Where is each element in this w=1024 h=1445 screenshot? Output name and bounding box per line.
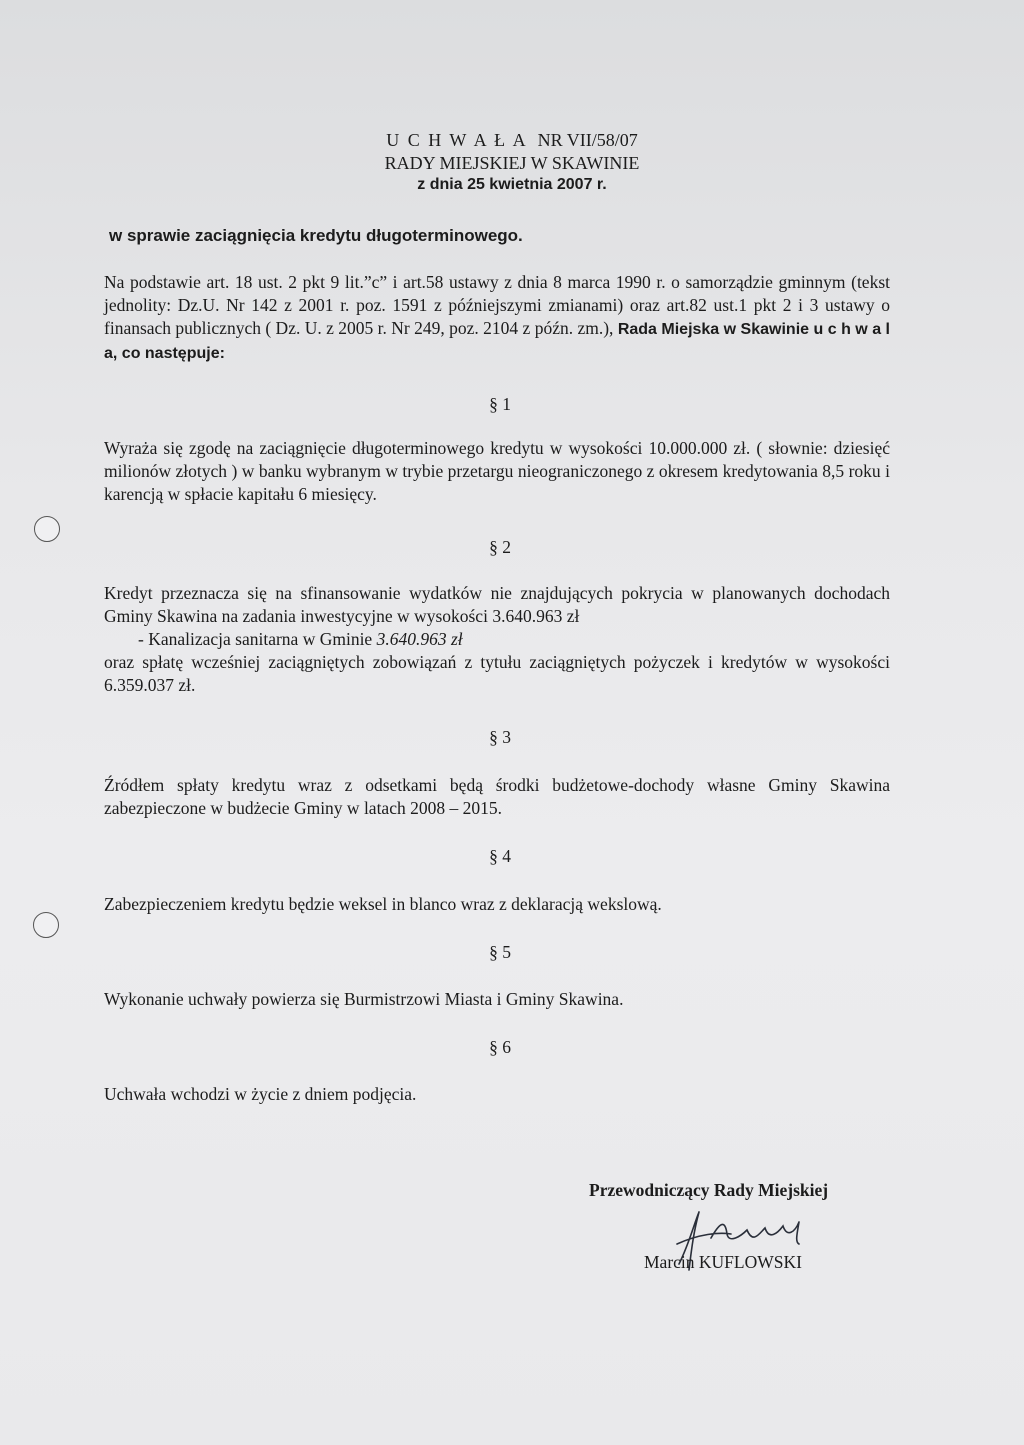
section-6-heading: § 6 [489,1037,511,1057]
legal-basis-text: Na podstawie art. 18 ust. 2 pkt 9 lit.”c” i art.58 ustawy z dnia 8 marca 1990 r. o samorządzie gminnym (tekst jednolity: Dz.U. Nr 142 z 2001 r. poz. 1591 z późniejszymi zmianami) oraz art.82 ust.1 pkt 2 i 3 ustawy o finansach publicznych ( Dz. U. z 2005 r. Nr 249, poz. 2104 z późn. zm.), [104,272,890,338]
section-3-text: Źródłem spłaty kredytu wraz z odsetkami będą środki budżetowe-dochody własne Gminy Skawina zabezpieczone w budżecie Gminy w latach 2008 – 2015. [104,775,890,818]
signatory-title: Przewodniczący Rady Miejskiej [589,1180,829,1200]
section-2-text-a: Kredyt przeznacza się na sfinansowanie wydatków nie znajdujących pokrycia w planowanych dochodach Gminy Skawina na zadania inwestycyjne w wysokości 3.640.963 zł [104,583,890,626]
section-1-text: Wyraża się zgodę na zaciągnięcie długoterminowego kredytu w wysokości 10.000.000 zł. ( słownie: dziesięć milionów złotych ) w banku wybranym w trybie przetargu nieograniczonego z okresem kredytowania 8,5 roku i karencją w spłacie kapitału 6 miesięcy. [104,438,890,504]
resolution-word: U C H W A Ł A [386,130,528,150]
section-5-text: Wykonanie uchwały powierza się Burmistrzowi Miasta i Gminy Skawina. [104,989,624,1009]
section-5-heading: § 5 [489,942,511,962]
section-6-text: Uchwała wchodzi w życie z dniem podjęcia. [104,1084,417,1104]
section-2-text-b: oraz spłatę wcześniej zaciągniętych zobowiązań z tytułu zaciągniętych pożyczek i kredytów w wysokości 6.359.037 zł. [104,652,890,695]
list-item-amount: 3.640.963 zł [376,629,463,649]
legal-basis-paragraph [104,271,890,365]
section-4-heading: § 4 [489,846,511,866]
resolution-subject: w sprawie zaciągnięcia kredytu długoterminowego. [109,226,523,245]
resolution-date: z dnia 25 kwietnia 2007 r. [417,176,607,193]
signature-block [589,1180,909,1272]
list-item-label: - Kanalizacja sanitarna w Gminie [138,629,373,649]
section-2-list-item [104,628,890,651]
section-2-heading: § 2 [489,537,511,557]
section-3-heading: § 3 [489,727,511,747]
section-4-text: Zabezpieczeniem kredytu będzie weksel in blanco wraz z deklaracją wekslową. [104,894,662,914]
council-name: RADY MIEJSKIEJ W SKAWINIE [384,153,640,173]
section-1-heading: § 1 [489,394,511,414]
section-2-body [104,582,890,697]
punch-hole [33,912,59,938]
council-resolves-text: Rada Miejska w Skawinie u c h w a l a, co następuje: [104,321,890,362]
resolution-title [0,130,1024,152]
signatory-name: Marcin KUFLOWSKI [644,1252,802,1272]
resolution-number: NR VII/58/07 [537,130,638,150]
